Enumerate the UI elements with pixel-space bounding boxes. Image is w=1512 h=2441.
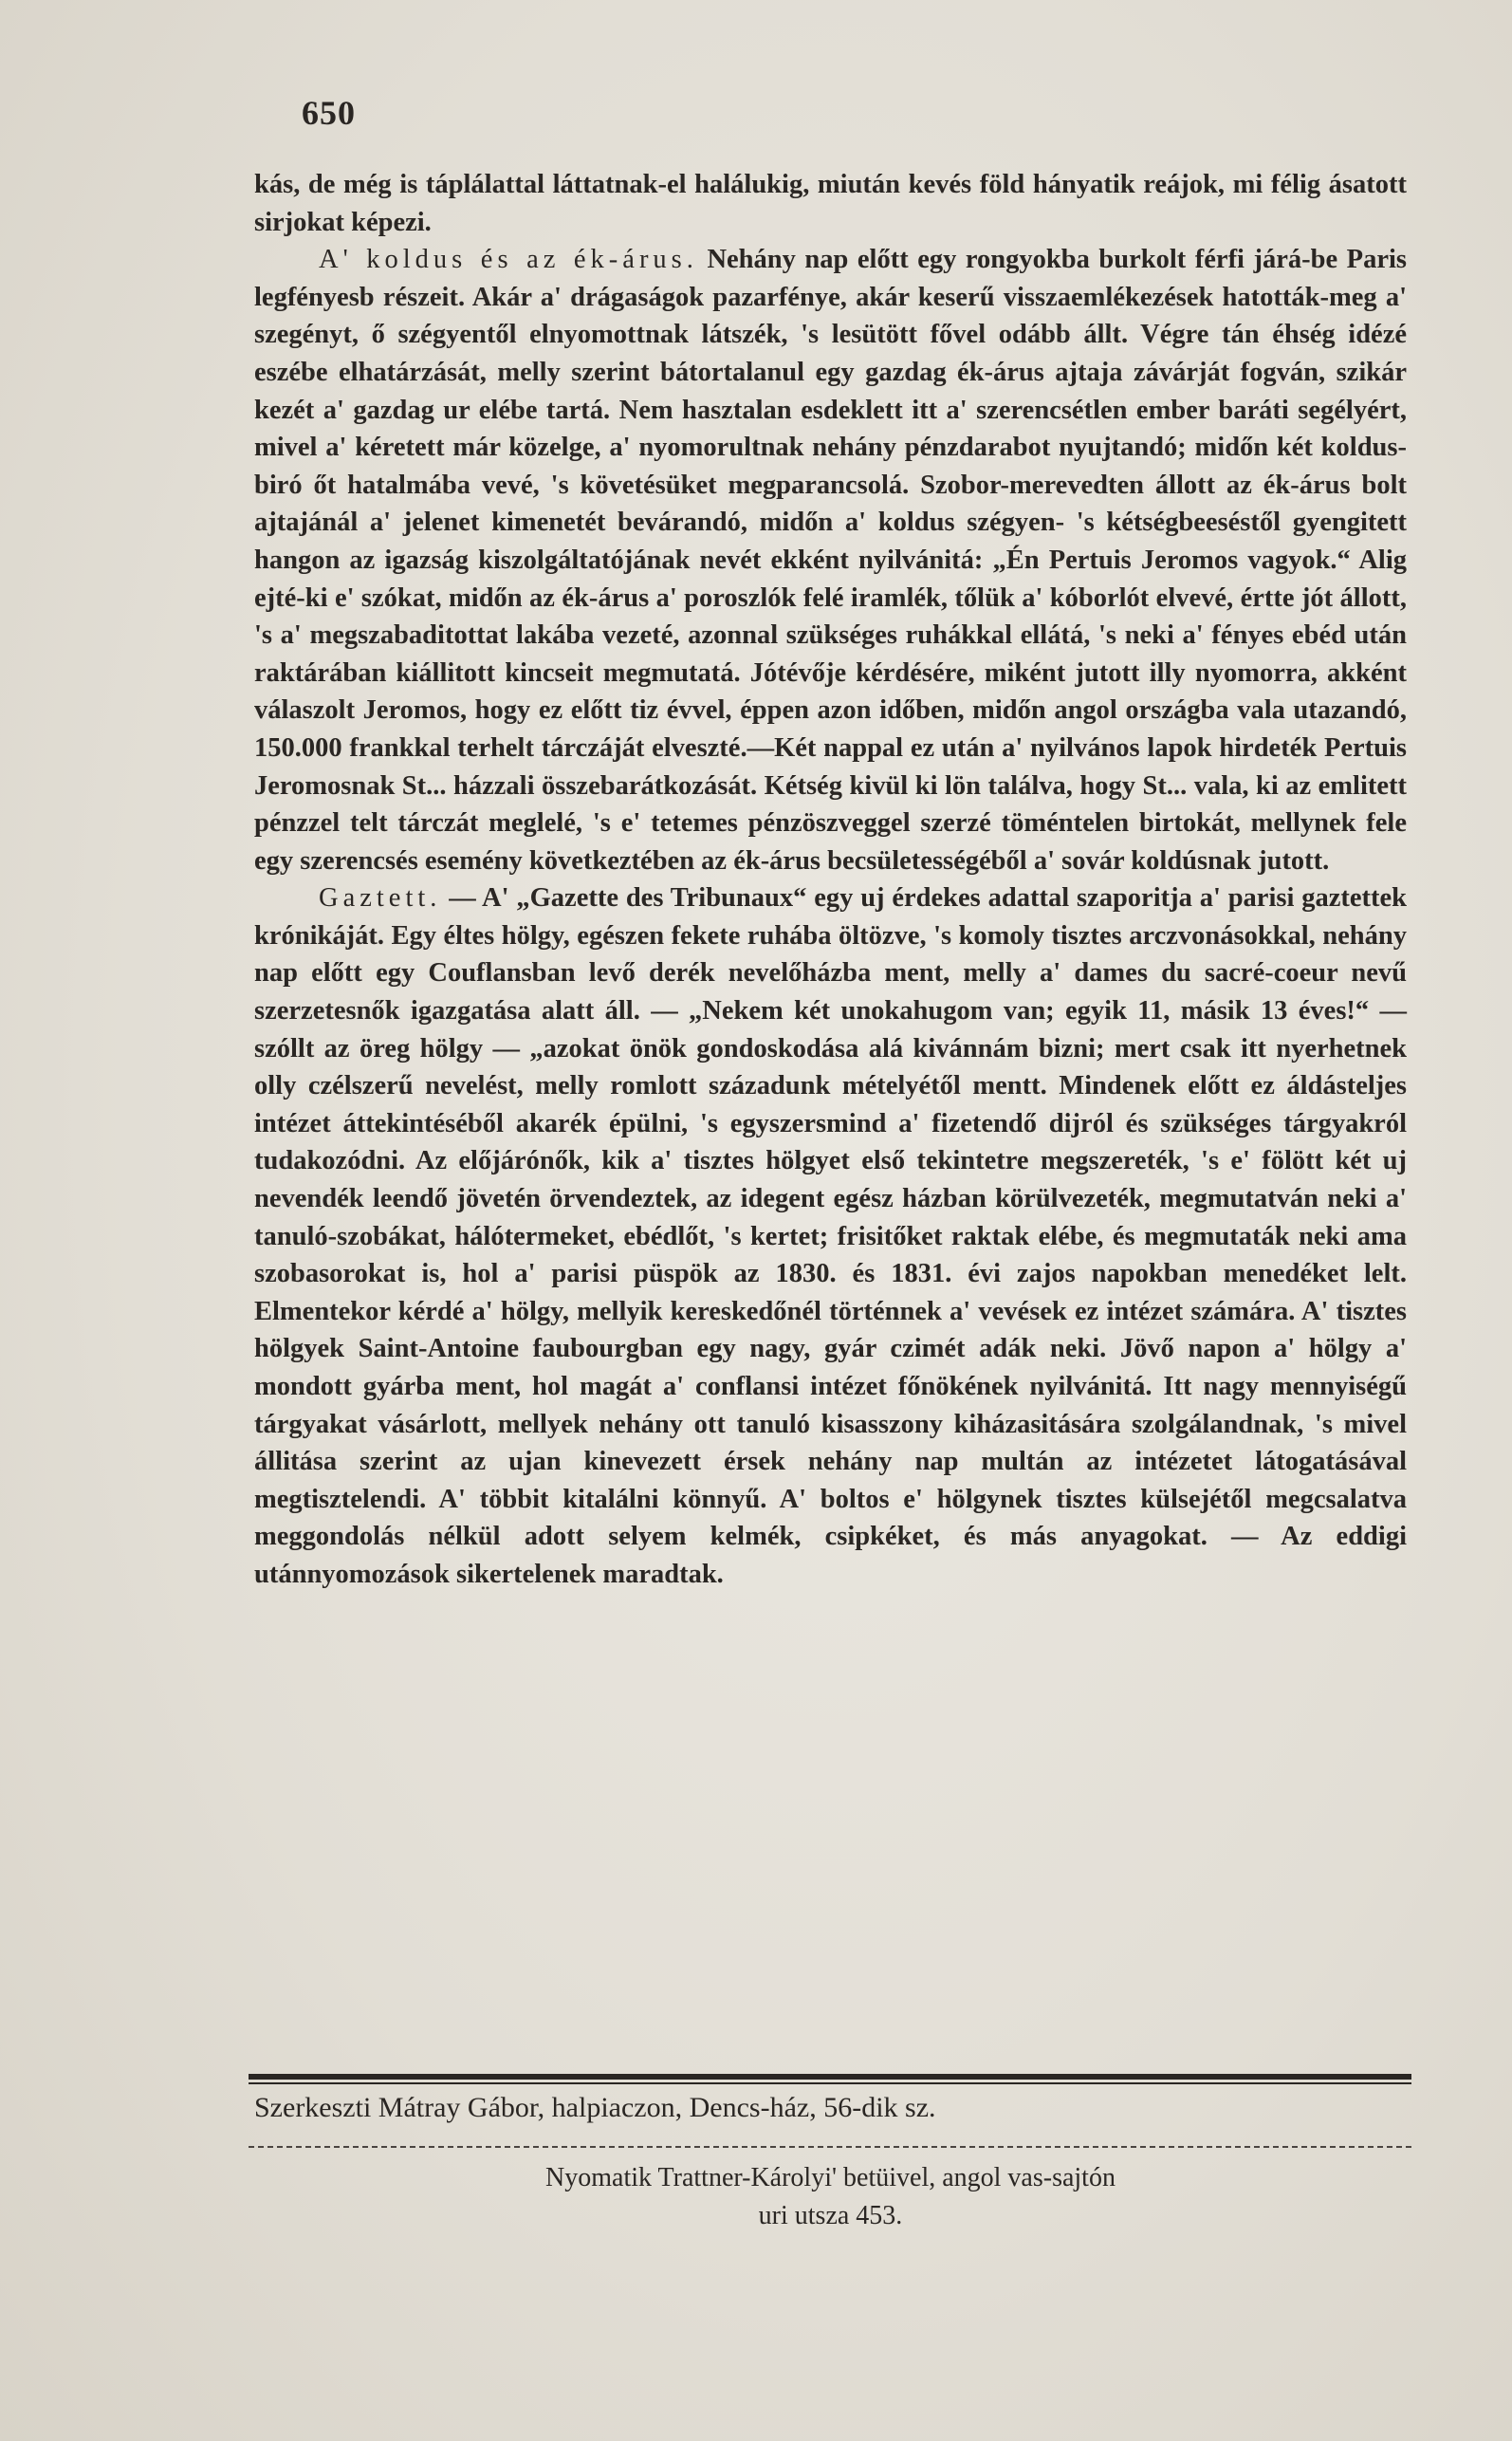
divider-rule	[249, 2074, 1411, 2080]
divider-rule-dashed	[249, 2146, 1411, 2148]
paragraph-text: Nehány nap előtt egy rongyokba burkolt férfi járá-be Paris legfényesb részeit. Akár a' drágaságok pazarfénye, akár keserű visszaemlékezések hatották-meg a' szegényt, ő szégyentől elnyomottnak látszék, 's lesütött fővel odább állt. Végre tán éhség idézé eszébe elhatárzását, melly szerint bátortalanul egy gazdag ék-árus ajtaja závárját fogván, szikár kezét a' gazdag ur elébe tartá. Nem hasztalan esdeklett itt a' szerencsétlen ember baráti segélyért, mivel a' kéretett már közelge, a' nyomorultnak nehány pénzdarabot nyujtandó; midőn két koldus-biró őt hatalmába vevé, 's követésüket megparancsolá. Szobor-merevedten állott az ék-árus bolt ajtajánál a' jelenet kimenetét bevárandó, midőn a' koldus szégyen- 's kétségbeeséstől gyengitett hangon az igazság kiszolgáltatójának nevét ekként nyilvánitá: „Én Pertuis Jeromos vagyok.“ Alig ejté-ki e' szókat, midőn az ék-árus a' poroszlók felé iramlék, tőlük a' kóborlót elvevé, értte jót állott, 's a' megszabaditottat lakába vezeté, azonnal szükséges ruhákkal ellátá, 's neki a' fényes ebéd után raktárában kiállitott kincseit megmutatá. Jótévője kérdésére, miként jutott illy nyomorra, akként válaszolt Jeromos, hogy ez előtt tiz évvel, éppen azon időben, midőn angol országba vala utazandó, 150.000 frankkal terhelt tárczáját elveszté.—Két nappal ez után a' nyilvános lapok hirdeték Pertuis Jeromosnak St... házzali összebarátkozását. Kétség kivül ki lön találva, hogy St... vala, ki az emlitett pénzzel telt tárczát meglelé, 's e' tetemes pénzöszveggel szerzé töméntelen birtokát, mellynek fele egy szerencsés esemény következtében az ék-árus becsületességéből a' sovár koldúsnak jutott.	[254, 245, 1407, 876]
editor-credit: Szerkeszti Mátray Gábor, halpiaczon, Dencs-ház, 56-dik sz.	[254, 2092, 936, 2123]
article-koldus-ek-arus	[254, 241, 1407, 879]
paragraph-text: kás, de még is táplálattal láttatnak-el halálukig, miután kevés föld hányatik reájok, mi félig ásatott sirjokat képezi.	[254, 170, 1407, 237]
article-heading: A' koldus és az ék-árus.	[319, 245, 698, 275]
printer-imprint	[254, 2159, 1407, 2235]
printer-address: uri utsza 453.	[758, 2201, 903, 2230]
article-heading: Gaztett.	[319, 883, 442, 914]
paragraph-continuation	[254, 166, 1407, 241]
article-body	[254, 166, 1407, 1594]
paragraph-text: — A' „Gazette des Tribunaux“ egy uj érdekes adattal szaporitja a' parisi gaztettek krónikáját. Egy éltes hölgy, egészen fekete ruhába öltözve, 's komoly tisztes arczvonásokkal, nehány nap előtt egy Couflansban levő derék nevelőházba ment, melly a' dames du sacré-coeur nevű szerzetesnők igazgatása alatt áll. — „Nekem két unokahugom van; egyik 11, másik 13 éves!“ — szóllt az öreg hölgy — „azokat önök gondoskodása alá kivánnám bizni; mert csak itt nyerhetnek olly czélszerű nevelést, melly romlott századunk mételyétől mentt. Mindenek előtt ez áldásteljes intézet áttekintéséből akarék épülni, 's egyszersmind a' fizetendő dijról és szükséges tárgyakról tudakozódni. Az előjárónők, kik a' tisztes hölgyet első tekintetre megszereték, 's e' fölött két uj nevendék leendő jövetén örvendeztek, az idegent egész házban körülvezeték, megmutatván neki a' tanuló-szobákat, hálótermeket, ebédlőt, 's kertet; frisitőket raktak elébe, és megmutaták neki ama szobasorokat is, hol a' parisi püspök az 1830. és 1831. évi zajos napokban menedéket lelt. Elmentekor kérdé a' hölgy, mellyik kereskedőnél történnek a' vevések ez intézet számára. A' tisztes hölgyek Saint-Antoine faubourgban egy nagy, gyár czimét adák neki. Jövő napon a' hölgy a' mondott gyárba ment, hol magát a' conflansi intézet főnökének nyilvánitá. Itt nagy mennyiségű tárgyakat vásárlott, mellyek nehány ott tanuló kisasszony kiházasitására szolgálandnak, 's mivel állitása szerint az ujan kinevezett érsek nehány nap multán az intézetet látogatásával megtisztelendi. A' többit kitalálni könnyű. A' boltos e' hölgynek tisztes külsejétől megcsalatva meggondolás nélkül adott selyem kelmék, csipkéket, és más anyagokat. — Az eddigi utánnyomozások sikertelenek maradtak.	[254, 883, 1407, 1589]
page-number: 650	[302, 94, 356, 132]
printer-line: Nyomatik Trattner-Károlyi' betüivel, angol vas-sajtón	[545, 2163, 1116, 2192]
article-gaztett	[254, 879, 1407, 1593]
